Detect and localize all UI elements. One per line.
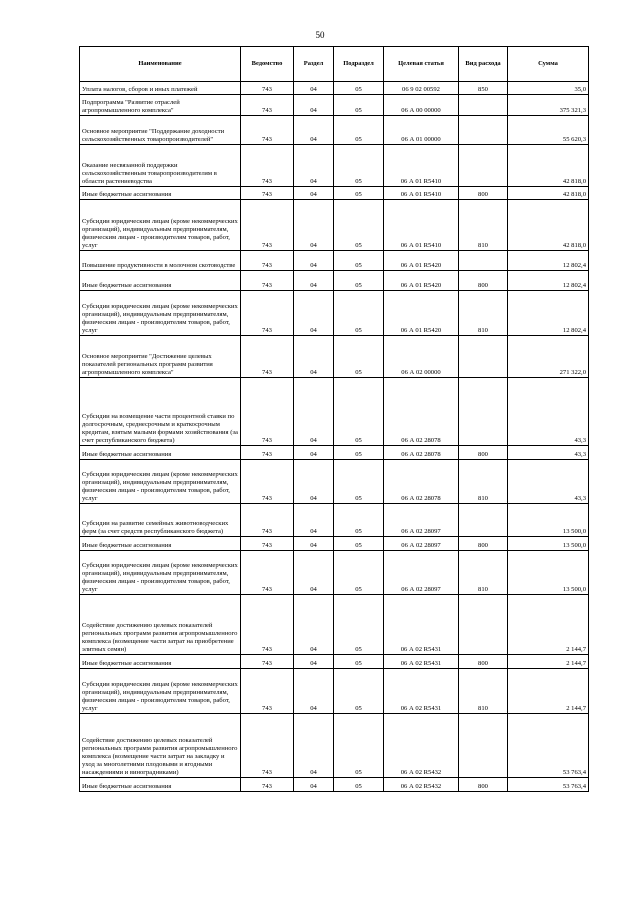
cell-section: 04 — [294, 251, 334, 271]
table-row — [80, 537, 589, 551]
cell-subsection: 05 — [334, 669, 384, 714]
cell-amount: 35,0 — [508, 82, 589, 95]
cell-amount: 2 144,7 — [508, 655, 589, 669]
cell-expense-type — [459, 504, 508, 537]
table-row — [80, 145, 589, 187]
cell-section: 04 — [294, 595, 334, 655]
cell-department: 743 — [241, 251, 294, 271]
cell-subsection: 05 — [334, 200, 384, 251]
cell-expense-type: 850 — [459, 82, 508, 95]
cell-target-item: 06 А 02 R5432 — [384, 714, 459, 778]
cell-amount: 2 144,7 — [508, 595, 589, 655]
table-row — [80, 378, 589, 446]
table-row — [80, 669, 589, 714]
cell-department: 743 — [241, 200, 294, 251]
cell-section: 04 — [294, 187, 334, 200]
cell-section: 04 — [294, 378, 334, 446]
cell-target-item: 06 А 01 00000 — [384, 116, 459, 145]
cell-subsection: 05 — [334, 551, 384, 595]
cell-name: Основное мероприятие "Поддержание доходности сельскохозяйственных товаропроизводителей" — [80, 116, 241, 145]
cell-expense-type — [459, 145, 508, 187]
cell-name: Субсидии на возмещение части процентной ставки по долгосрочным, среднесрочным и краткосрочным кредитам, взятым малыми формами хозяйствования (за счет республиканского бюджета) — [80, 378, 241, 446]
table-row — [80, 187, 589, 200]
cell-name: Субсидии юридическим лицам (кроме некоммерческих организаций), индивидуальным предпринимателям, физическим лицам - производителям товаров, работ, услуг — [80, 551, 241, 595]
cell-section: 04 — [294, 82, 334, 95]
table-row — [80, 200, 589, 251]
cell-name: Подпрограмма "Развитие отраслей агропромышленного комплекса" — [80, 95, 241, 116]
cell-target-item: 06 А 02 28097 — [384, 504, 459, 537]
cell-department: 743 — [241, 778, 294, 792]
table-body — [80, 82, 589, 792]
table-row — [80, 655, 589, 669]
cell-department: 743 — [241, 271, 294, 291]
cell-name: Повышение продуктивности в молочном скотоводстве — [80, 251, 241, 271]
cell-subsection: 05 — [334, 116, 384, 145]
cell-expense-type: 810 — [459, 200, 508, 251]
cell-expense-type — [459, 336, 508, 378]
cell-section: 04 — [294, 537, 334, 551]
cell-subsection: 05 — [334, 778, 384, 792]
table-row — [80, 460, 589, 504]
cell-subsection: 05 — [334, 460, 384, 504]
cell-amount: 42 818,0 — [508, 187, 589, 200]
cell-amount: 13 500,0 — [508, 551, 589, 595]
cell-target-item: 06 А 02 28078 — [384, 378, 459, 446]
header-department: Ведомство — [241, 47, 294, 82]
cell-target-item: 06 А 01 R5420 — [384, 291, 459, 336]
cell-department: 743 — [241, 551, 294, 595]
cell-section: 04 — [294, 200, 334, 251]
header-target-item: Целевая статья — [384, 47, 459, 82]
cell-department: 743 — [241, 669, 294, 714]
cell-subsection: 05 — [334, 336, 384, 378]
cell-expense-type: 800 — [459, 537, 508, 551]
cell-department: 743 — [241, 460, 294, 504]
cell-department: 743 — [241, 187, 294, 200]
cell-subsection: 05 — [334, 187, 384, 200]
cell-expense-type: 800 — [459, 655, 508, 669]
cell-subsection: 05 — [334, 291, 384, 336]
cell-department: 743 — [241, 145, 294, 187]
cell-department: 743 — [241, 504, 294, 537]
cell-amount: 12 802,4 — [508, 251, 589, 271]
cell-target-item: 06 9 02 00592 — [384, 82, 459, 95]
cell-target-item: 06 А 01 R5420 — [384, 251, 459, 271]
cell-target-item: 06 А 02 R5431 — [384, 669, 459, 714]
cell-department: 743 — [241, 82, 294, 95]
cell-name: Основное мероприятие "Достижение целевых показателей региональных программ развития агропромышленного комплекса" — [80, 336, 241, 378]
budget-table — [79, 46, 589, 792]
cell-name: Иные бюджетные ассигнования — [80, 778, 241, 792]
cell-amount: 43,3 — [508, 378, 589, 446]
cell-target-item: 06 А 02 28097 — [384, 551, 459, 595]
cell-section: 04 — [294, 551, 334, 595]
cell-section: 04 — [294, 669, 334, 714]
cell-expense-type — [459, 251, 508, 271]
table-row — [80, 595, 589, 655]
cell-target-item: 06 А 02 28078 — [384, 460, 459, 504]
cell-amount: 375 321,3 — [508, 95, 589, 116]
table-row — [80, 291, 589, 336]
cell-name: Субсидии юридическим лицам (кроме некоммерческих организаций), индивидуальным предпринимателям, физическим лицам - производителям товаров, работ, услуг — [80, 200, 241, 251]
cell-section: 04 — [294, 271, 334, 291]
cell-section: 04 — [294, 145, 334, 187]
cell-subsection: 05 — [334, 446, 384, 460]
cell-amount: 43,3 — [508, 446, 589, 460]
cell-section: 04 — [294, 336, 334, 378]
cell-name: Иные бюджетные ассигнования — [80, 655, 241, 669]
table-row — [80, 82, 589, 95]
table-row — [80, 778, 589, 792]
cell-expense-type — [459, 595, 508, 655]
cell-name: Уплата налогов, сборов и иных платежей — [80, 82, 241, 95]
cell-expense-type: 810 — [459, 460, 508, 504]
cell-name: Иные бюджетные ассигнования — [80, 187, 241, 200]
cell-target-item: 06 А 02 R5432 — [384, 778, 459, 792]
cell-section: 04 — [294, 504, 334, 537]
cell-department: 743 — [241, 595, 294, 655]
cell-subsection: 05 — [334, 145, 384, 187]
cell-department: 743 — [241, 116, 294, 145]
cell-section: 04 — [294, 460, 334, 504]
cell-subsection: 05 — [334, 251, 384, 271]
table-row — [80, 551, 589, 595]
cell-expense-type: 810 — [459, 669, 508, 714]
cell-amount: 13 500,0 — [508, 504, 589, 537]
table-header-row — [80, 47, 589, 82]
cell-section: 04 — [294, 291, 334, 336]
cell-target-item: 06 А 02 R5431 — [384, 655, 459, 669]
cell-department: 743 — [241, 95, 294, 116]
cell-subsection: 05 — [334, 714, 384, 778]
cell-department: 743 — [241, 446, 294, 460]
cell-department: 743 — [241, 336, 294, 378]
cell-amount: 42 818,0 — [508, 200, 589, 251]
cell-department: 743 — [241, 378, 294, 446]
cell-subsection: 05 — [334, 537, 384, 551]
header-name: Наименование — [80, 47, 241, 82]
cell-amount: 2 144,7 — [508, 669, 589, 714]
cell-name: Субсидии на развитие семейных животноводческих ферм (за счет средств республиканского бюджета) — [80, 504, 241, 537]
header-section: Раздел — [294, 47, 334, 82]
table-row — [80, 504, 589, 537]
cell-department: 743 — [241, 655, 294, 669]
cell-subsection: 05 — [334, 271, 384, 291]
cell-department: 743 — [241, 291, 294, 336]
header-expense-type: Вид расхода — [459, 47, 508, 82]
cell-target-item: 06 А 00 00000 — [384, 95, 459, 116]
cell-section: 04 — [294, 655, 334, 669]
cell-amount: 43,3 — [508, 460, 589, 504]
cell-name: Иные бюджетные ассигнования — [80, 537, 241, 551]
cell-section: 04 — [294, 714, 334, 778]
cell-name: Субсидии юридическим лицам (кроме некоммерческих организаций), индивидуальным предпринимателям, физическим лицам - производителям товаров, работ, услуг — [80, 460, 241, 504]
cell-target-item: 06 А 01 R5420 — [384, 271, 459, 291]
header-amount: Сумма — [508, 47, 589, 82]
cell-target-item: 06 А 02 00000 — [384, 336, 459, 378]
table-row — [80, 446, 589, 460]
table-row — [80, 251, 589, 271]
cell-expense-type — [459, 116, 508, 145]
cell-amount: 271 322,0 — [508, 336, 589, 378]
cell-expense-type: 800 — [459, 446, 508, 460]
cell-expense-type: 800 — [459, 271, 508, 291]
cell-name: Иные бюджетные ассигнования — [80, 271, 241, 291]
cell-department: 743 — [241, 537, 294, 551]
table-row — [80, 95, 589, 116]
cell-subsection: 05 — [334, 82, 384, 95]
table-row — [80, 271, 589, 291]
cell-name: Оказание несвязанной поддержки сельскохозяйственным товаропроизводителям в области растениеводства — [80, 145, 241, 187]
cell-amount: 12 802,4 — [508, 271, 589, 291]
cell-expense-type — [459, 714, 508, 778]
cell-department: 743 — [241, 714, 294, 778]
cell-subsection: 05 — [334, 595, 384, 655]
table-row — [80, 714, 589, 778]
cell-section: 04 — [294, 95, 334, 116]
cell-target-item: 06 А 01 R5410 — [384, 145, 459, 187]
cell-target-item: 06 А 01 R5410 — [384, 187, 459, 200]
cell-target-item: 06 А 02 28097 — [384, 537, 459, 551]
cell-name: Иные бюджетные ассигнования — [80, 446, 241, 460]
cell-section: 04 — [294, 446, 334, 460]
cell-expense-type: 810 — [459, 551, 508, 595]
table-row — [80, 336, 589, 378]
cell-subsection: 05 — [334, 378, 384, 446]
cell-amount: 12 802,4 — [508, 291, 589, 336]
cell-amount: 13 500,0 — [508, 537, 589, 551]
cell-expense-type — [459, 95, 508, 116]
cell-subsection: 05 — [334, 655, 384, 669]
table-row — [80, 116, 589, 145]
cell-expense-type — [459, 378, 508, 446]
cell-target-item: 06 А 01 R5410 — [384, 200, 459, 251]
cell-expense-type: 800 — [459, 778, 508, 792]
cell-subsection: 05 — [334, 95, 384, 116]
cell-target-item: 06 А 02 R5431 — [384, 595, 459, 655]
cell-expense-type: 810 — [459, 291, 508, 336]
cell-subsection: 05 — [334, 504, 384, 537]
cell-section: 04 — [294, 778, 334, 792]
header-subsection: Подраздел — [334, 47, 384, 82]
cell-amount: 42 818,0 — [508, 145, 589, 187]
page-number: 50 — [315, 30, 325, 40]
cell-name: Содействие достижению целевых показателей региональных программ развития агропромышленного комплекса (возмещение части затрат на закладку и уход за многолетними плодовыми и ягодными насаждениями и виноградниками) — [80, 714, 241, 778]
cell-amount: 55 620,3 — [508, 116, 589, 145]
cell-target-item: 06 А 02 28078 — [384, 446, 459, 460]
cell-name: Содействие достижению целевых показателей региональных программ развития агропромышленного комплекса (возмещение части затрат на приобретение элитных семян) — [80, 595, 241, 655]
cell-amount: 53 763,4 — [508, 778, 589, 792]
cell-expense-type: 800 — [459, 187, 508, 200]
cell-amount: 53 763,4 — [508, 714, 589, 778]
cell-name: Субсидии юридическим лицам (кроме некоммерческих организаций), индивидуальным предпринимателям, физическим лицам - производителям товаров, работ, услуг — [80, 291, 241, 336]
cell-section: 04 — [294, 116, 334, 145]
cell-name: Субсидии юридическим лицам (кроме некоммерческих организаций), индивидуальным предпринимателям, физическим лицам - производителям товаров, работ, услуг — [80, 669, 241, 714]
